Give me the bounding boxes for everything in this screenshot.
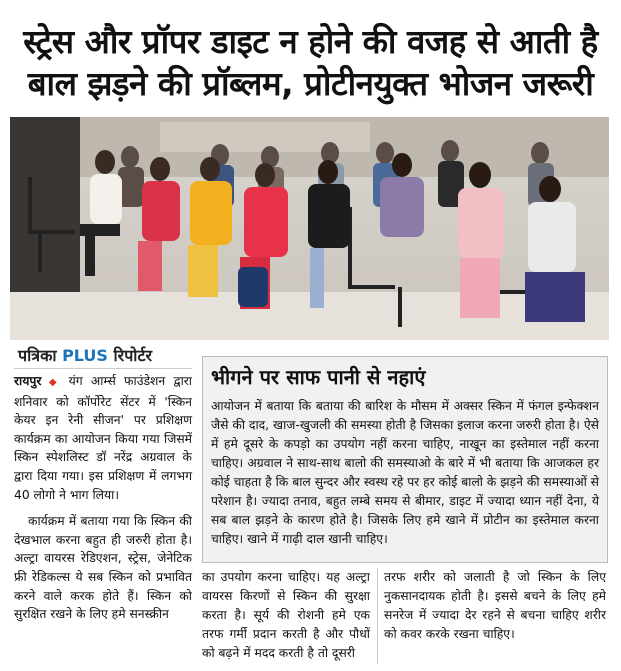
byline-prefix: पत्रिका xyxy=(18,346,57,365)
divider xyxy=(14,368,192,369)
subheading-box xyxy=(202,356,608,563)
box-text: आयोजन में बताया कि बताया की बारिश के मौसम में अक्सर स्किन में फंगल इन्फेक्शन जैसे की दाद, खाज-खुजली की समस्या होती है जिसका इलाज करना जरुरी होता है। ऐसे में हमे दूसरे के कपड़ो का उपयोग नहीं करना चाहिए, नाखून का इस्तेमाल नहीं करना चाहिए। अग्रवाल ने साथ-साथ बालो की समस्याओ के बारे में भी बताया कि आजकल हर कोई चाहता है कि बाल सुन्दर और स्वस्थ रहे पर हर कोई बालो के झड़ने की समस्याओं से परेशान है। ज्यादा तनाव, बहुत लम्बे समय से बीमार, डाइट में ज्यादा ध्यान नहीं देना, ये सब बाल झड़ने के कारण होते है। जिसके लिए हमे खाने में प्रोटीन का इस्तेमाल करना चाहिए। खाने में गाढ़ी दाल खानी चाहिए। xyxy=(211,399,599,546)
lead-paragraph-1 xyxy=(14,372,192,504)
column-2-text: का उपयोग करना चाहिए। यह अल्ट्रा वायरस किरणों से स्किन की सुरक्षा करता है। सूर्य की रोशनी हमे एक तरफ गर्मी प्रदान करती है और पौधों को बढ़ने में मदद करती है तो दूसरी xyxy=(202,570,370,660)
lead-text-1: यंग आर्म्स फाउंडेशन द्वारा शनिवार को कॉर्पोरेट सेंटर में 'स्किन केयर इन रेनी सीजन' पर प्रशिक्षण कार्यक्रम का आयोजन किया गया जिसमें स्किन स्पेशलिस्ट डॉ नरेंद्र अग्रवाल के द्वारा दिया गया। इस प्रशिक्षण में लगभग 40 लोगो ने भाग लिया। xyxy=(14,374,192,502)
byline xyxy=(18,344,152,366)
lead-column xyxy=(14,372,192,632)
column-3-text: तरफ शरीर को जलाती है जो स्किन के लिए नुकसानदायक होती है। इससे बचने के लिए हमे सनरेज में ज्यादा देर रहने से बचना चाहिए शरीर को कवर करके रखना चाहिए। xyxy=(384,570,606,641)
dateline-city: रायपुर xyxy=(14,374,42,388)
headline-line-2: बाल झड़ने की प्रॉब्लम, प्रोटीनयुक्त भोजन जरूरी xyxy=(27,64,594,103)
seminar-audience-illustration xyxy=(10,117,609,340)
column-divider xyxy=(377,568,378,664)
lead-paragraph-2: कार्यक्रम में बताया गया कि स्किन की देखभाल करना बहुत ही जरुरी होता है। अल्ट्रा वायरस रेडिएशन, स्ट्रेस, जेनेटिक फ्री रेडिकल्स ये सब स्किन को प्रभावित करने वाले करक होते हैं। स्किन को सुरक्षित रखने के लिए हमे सनस्क्रीन xyxy=(14,514,192,622)
byline-plus: PLUS xyxy=(62,346,108,365)
headline-line-1: स्ट्रेस और प्रॉपर डाइट न होने की वजह से आती है xyxy=(23,22,598,61)
byline-suffix: रिपोर्टर xyxy=(113,346,153,365)
box-title: भीगने पर साफ पानी से नहाएं xyxy=(211,365,426,389)
diamond-icon: ◆ xyxy=(41,377,69,388)
event-photo xyxy=(10,117,609,340)
